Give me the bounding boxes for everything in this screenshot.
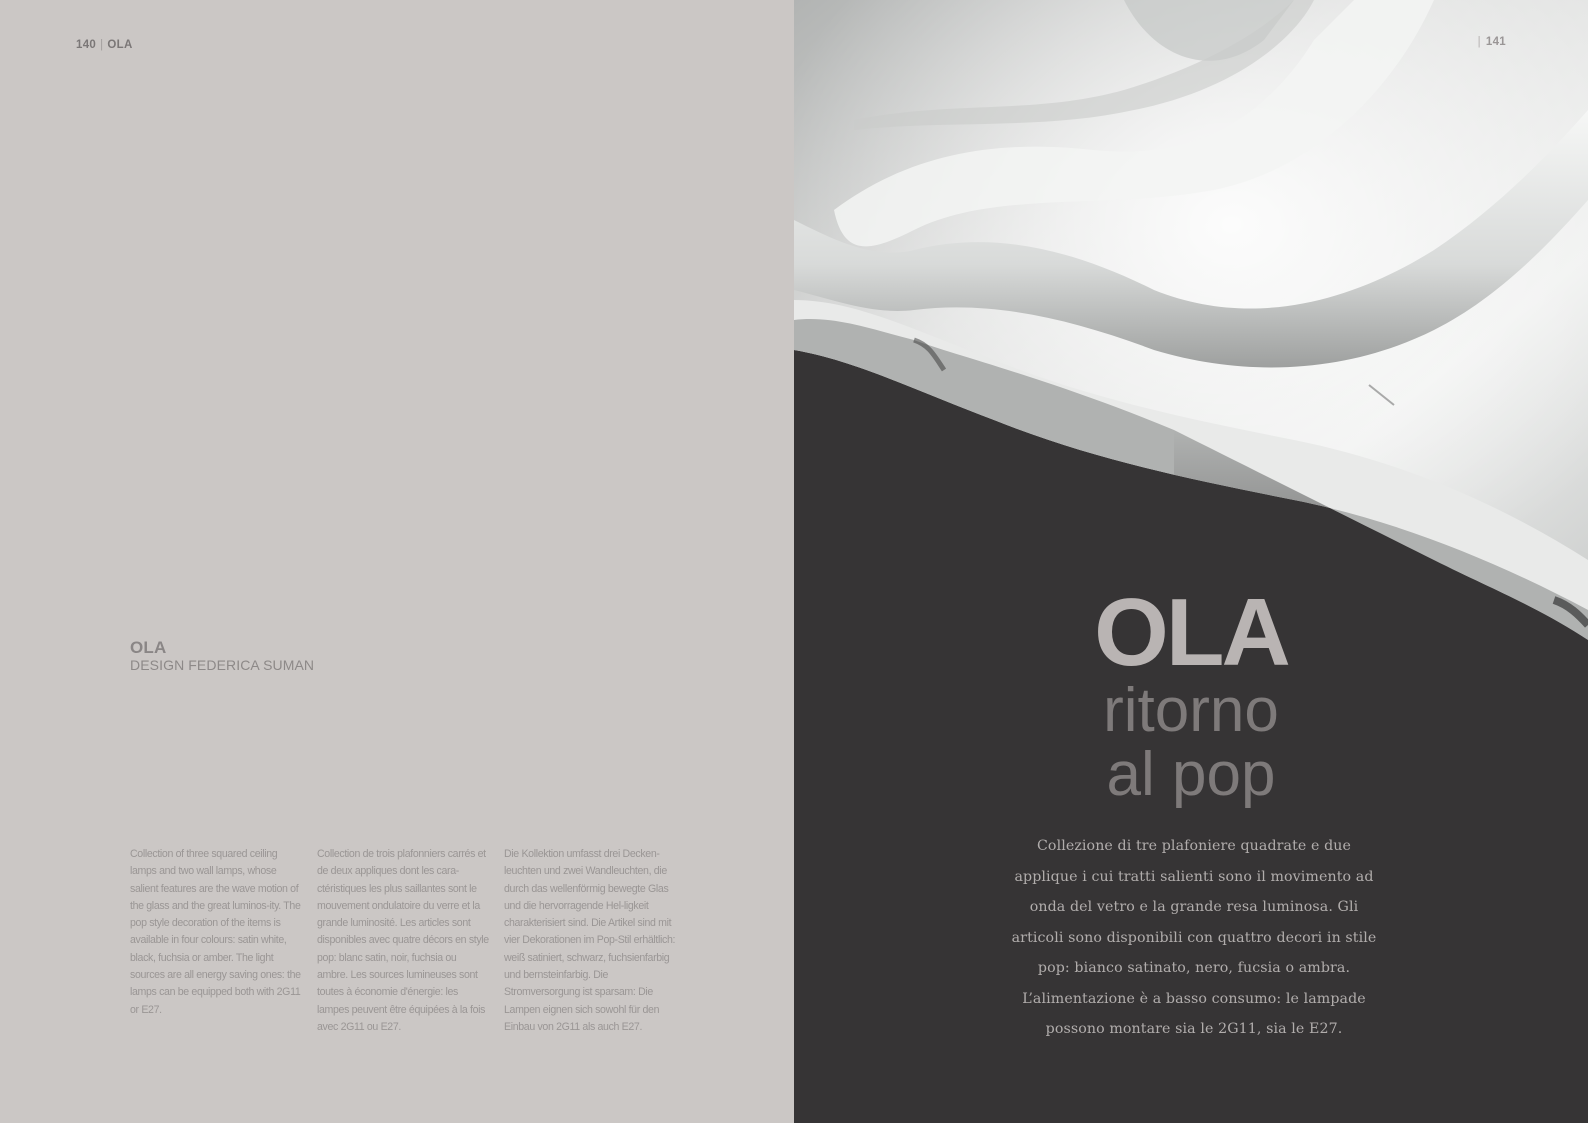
designer-credit: DESIGN FEDERICA SUMAN: [130, 657, 315, 673]
hero-title: OLA: [1094, 579, 1288, 686]
page-folio-right: [1478, 36, 1506, 48]
running-title: OLA: [107, 39, 133, 51]
description-italian: Collezione di tre plafoniere quadrate e due applique i cui tratti salienti sono il movimento ad onda del vetro e la grande resa luminosa. Gli articoli sono disponibili con quattro decori in stile pop: bianco satinato, nero, fucsia o ambra. L’alimentazione è a basso consumo: le lampade possono montare sia le 2G11, sia le E27.: [1011, 838, 1377, 1037]
folio-separator: |: [100, 39, 104, 51]
hero-subtitle-line-1: ritorno: [1103, 676, 1279, 745]
right-page: [794, 0, 1588, 1123]
page-number: 141: [1485, 36, 1506, 48]
folio-separator: |: [1477, 36, 1481, 48]
page-folio-left: [76, 39, 133, 51]
page-number: 140: [76, 39, 97, 51]
product-name: OLA: [130, 638, 167, 657]
description-german: Die Kollektion umfasst drei Decken-leuchten und zwei Wandleuchten, die durch das wellenförmig bewegte Glas und die hervorragende Hel-ligkeit charakterisiert sind. Die Artikel sind mit vier Dekorationen im Pop-Stil erhältlich: weiß satiniert, schwarz, fuchsienfarbig und bernsteinfarbig. Die Stromversorgung ist sparsam: Die Lampen eignen sich sowohl für den Einbau von 2G11 als auch E27.: [504, 848, 676, 1033]
description-english: Collection of three squared ceiling lamps and two wall lamps, whose salient features are the wave motion of the glass and the great luminos-ity. The pop style decoration of the items is available in four colours: satin white, black, fuchsia or amber. The light sources are all energy saving ones: the lamps can be equipped both with 2G11 or E27.: [130, 848, 301, 1016]
description-french: Collection de trois plafonniers carrés et de deux appliques dont les cara-ctéristiques les plus saillantes sont le mouvement ondulatoire du verre et la grande luminosité. Les articles sont disponibles avec quatre décors en style pop: blanc satin, noir, fuchsia ou ambre. Les sources lumineuses sont toutes à économie d'énergie: les lampes peuvent être équipées à la fois avec 2G11 ou E27.: [317, 848, 489, 1033]
hero-subtitle-line-2: al pop: [1106, 740, 1276, 809]
